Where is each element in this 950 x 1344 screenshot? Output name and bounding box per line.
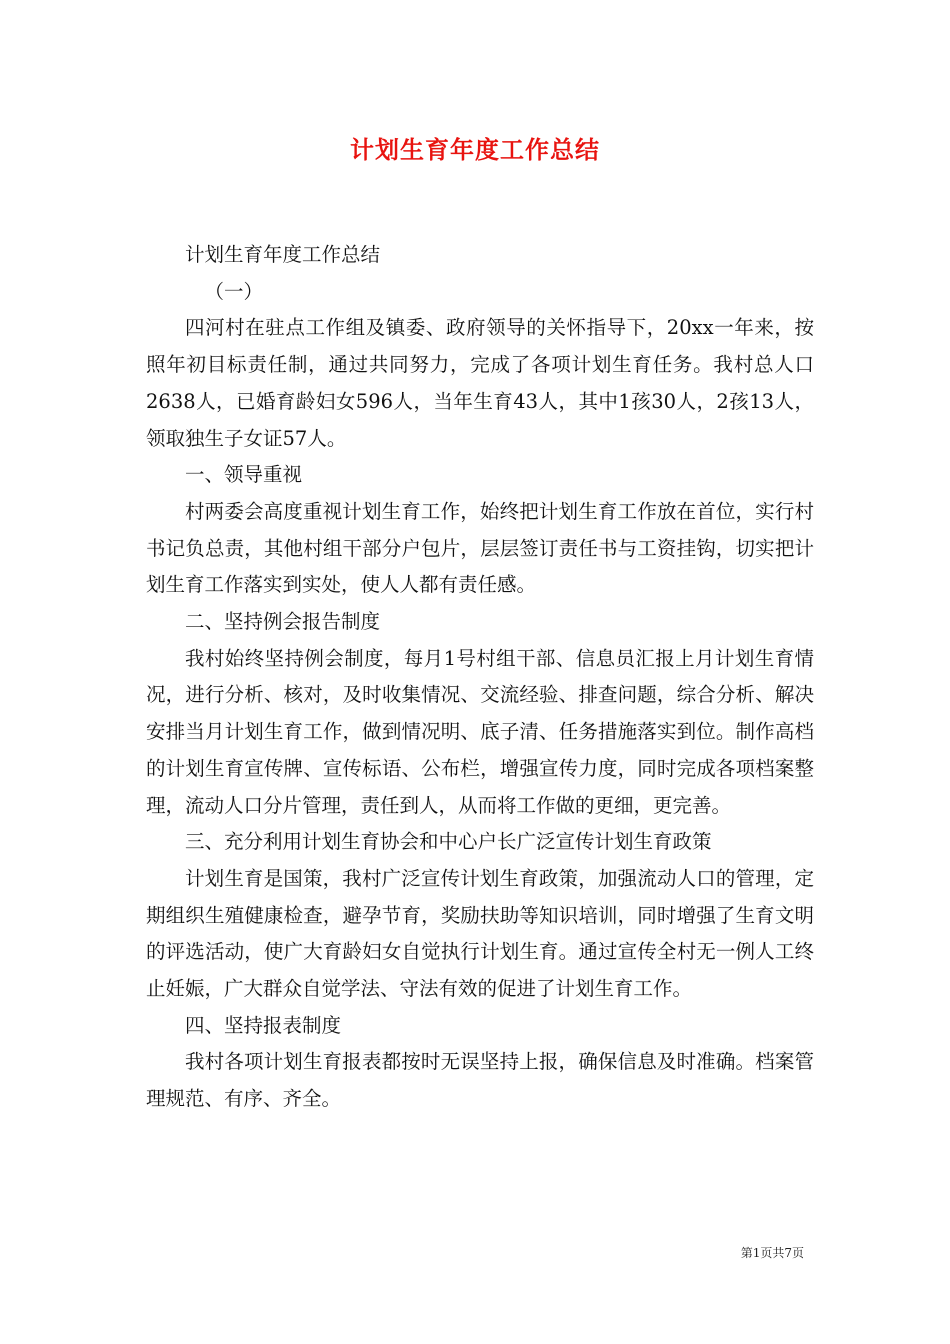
page-number-footer: 第1页共7页 (740, 1246, 804, 1260)
section-heading-2: 二、坚持例会报告制度 (185, 610, 381, 634)
section-paragraph-2: 我村始终坚持例会制度，每月1号村组干部、信息员汇报上月计划生育情况，进行分析、核对，及时收集情况、交流经验、排查问题，综合分析、解决安排当月计划生育工作，做到情况明、底子清、任务措施落实到位。制作高档的计划生育宣传牌、宣传标语、公布栏，增强宣传力度，同时完成各项档案整理，流动人口分片管理，责任到人，从而将工作做的更细，更完善。 (146, 646, 814, 817)
section-number: （一） (204, 279, 264, 303)
section-heading-1: 一、领导重视 (185, 463, 303, 487)
section-paragraph-3: 计划生育是国策，我村广泛宣传计划生育政策，加强流动人口的管理，定期组织生殖健康检查，避孕节育，奖励扶助等知识培训，同时增强了生育文明的评选活动，使广大育龄妇女自觉执行计划生育。通过宣传全村无一例人工终止妊娠，广大群众自觉学法、守法有效的促进了计划生育工作。 (146, 866, 814, 1001)
intro-paragraph: 四河村在驻点工作组及镇委、政府领导的关怀指导下，20xx一年来，按照年初目标责任制，通过共同努力，完成了各项计划生育任务。我村总人口2638人，已婚育龄妇女596人，当年生育43人，其中1孩30人，2孩13人，领取独生子女证57人。 (146, 316, 814, 450)
section-heading-4: 四、坚持报表制度 (185, 1013, 342, 1037)
section-paragraph-1: 村两委会高度重视计划生育工作，始终把计划生育工作放在首位，实行村书记负总责，其他村组干部分户包片，层层签订责任书与工资挂钩，切实把计划生育工作落实到实处，使人人都有责任感。 (146, 499, 814, 597)
section-heading-3: 三、充分利用计划生育协会和中心户长广泛宣传计划生育政策 (185, 830, 712, 854)
document-title: 计划生育年度工作总结 (350, 135, 600, 164)
subtitle-paragraph: 计划生育年度工作总结 (185, 243, 381, 266)
document-body (146, 237, 814, 1118)
section-paragraph-4: 我村各项计划生育报表都按时无误坚持上报，确保信息及时准确。档案管理规范、有序、齐全。 (146, 1050, 814, 1111)
